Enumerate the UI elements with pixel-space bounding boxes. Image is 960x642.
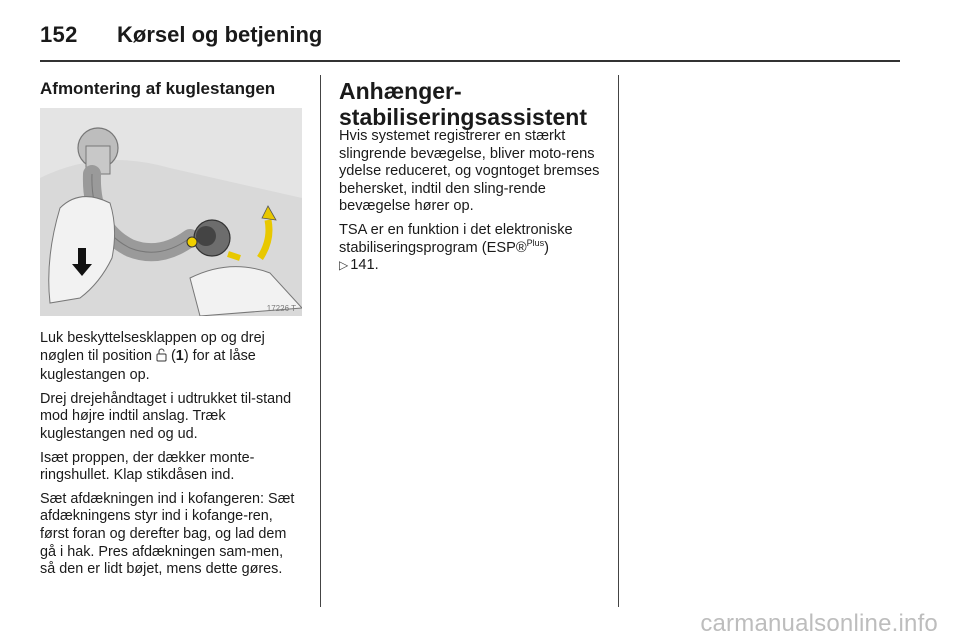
paragraph-text: ) for at låse kuglestangen op. [40, 347, 256, 384]
figure-code: 17226 T [266, 304, 296, 313]
paragraph-text: TSA er en funktion i det elektroniske stabiliseringsprogram (ESP® [339, 221, 573, 256]
position-number: 1 [175, 347, 184, 364]
page-number: 152 [40, 22, 78, 47]
page-reference-icon: ▷ [339, 258, 349, 273]
paragraph: Isæt proppen, der dækker monte-ringshullet. Klap stikdåsen ind. [40, 449, 255, 484]
tow-bar-illustration [40, 108, 302, 316]
paragraph [339, 222, 601, 275]
section-subheading: Afmontering af kuglestangen [40, 79, 276, 98]
superscript: Plus [526, 237, 545, 248]
paragraph-text: Luk beskyttelsesklappen op og drej nøglen til position [40, 330, 265, 364]
middle-body [339, 128, 601, 281]
key-position-icon [156, 348, 167, 368]
column-divider [320, 75, 321, 607]
page-header [40, 18, 900, 62]
paren: ( [171, 347, 176, 364]
section-title: Anhænger-stabiliseringsassistent [339, 78, 587, 130]
paragraph-text: ) [544, 239, 549, 256]
paragraph: Drej drejehåndtaget i udtrukket til-stand mod højre indtil anslag. Træk kuglestangen ned og ud. [40, 390, 292, 442]
paragraph [40, 330, 302, 385]
paragraph: Hvis systemet registrerer en stærkt slingrende bevægelse, bliver moto-rens ydelse reduceret, og vogntoget bremses behersket, indtil den sling-rende bevægelse hører op. [339, 128, 600, 215]
paragraph: Sæt afdækningen ind i kofangeren: Sæt afdækningens styr ind i kofange-ren, først foran og derefter bag, og lad dem gå i hak. Pres afdækningen sam-men, så den er lidt bøjet, mens dette gøres. [40, 490, 295, 578]
middle-column [339, 78, 601, 274]
left-body [40, 330, 302, 585]
column-divider [618, 75, 619, 607]
page-reference[interactable]: 141. [350, 257, 379, 274]
header-rule [40, 60, 900, 62]
chapter-title: Kørsel og betjening [117, 22, 323, 47]
watermark: carmanualsonline.info [700, 610, 938, 637]
